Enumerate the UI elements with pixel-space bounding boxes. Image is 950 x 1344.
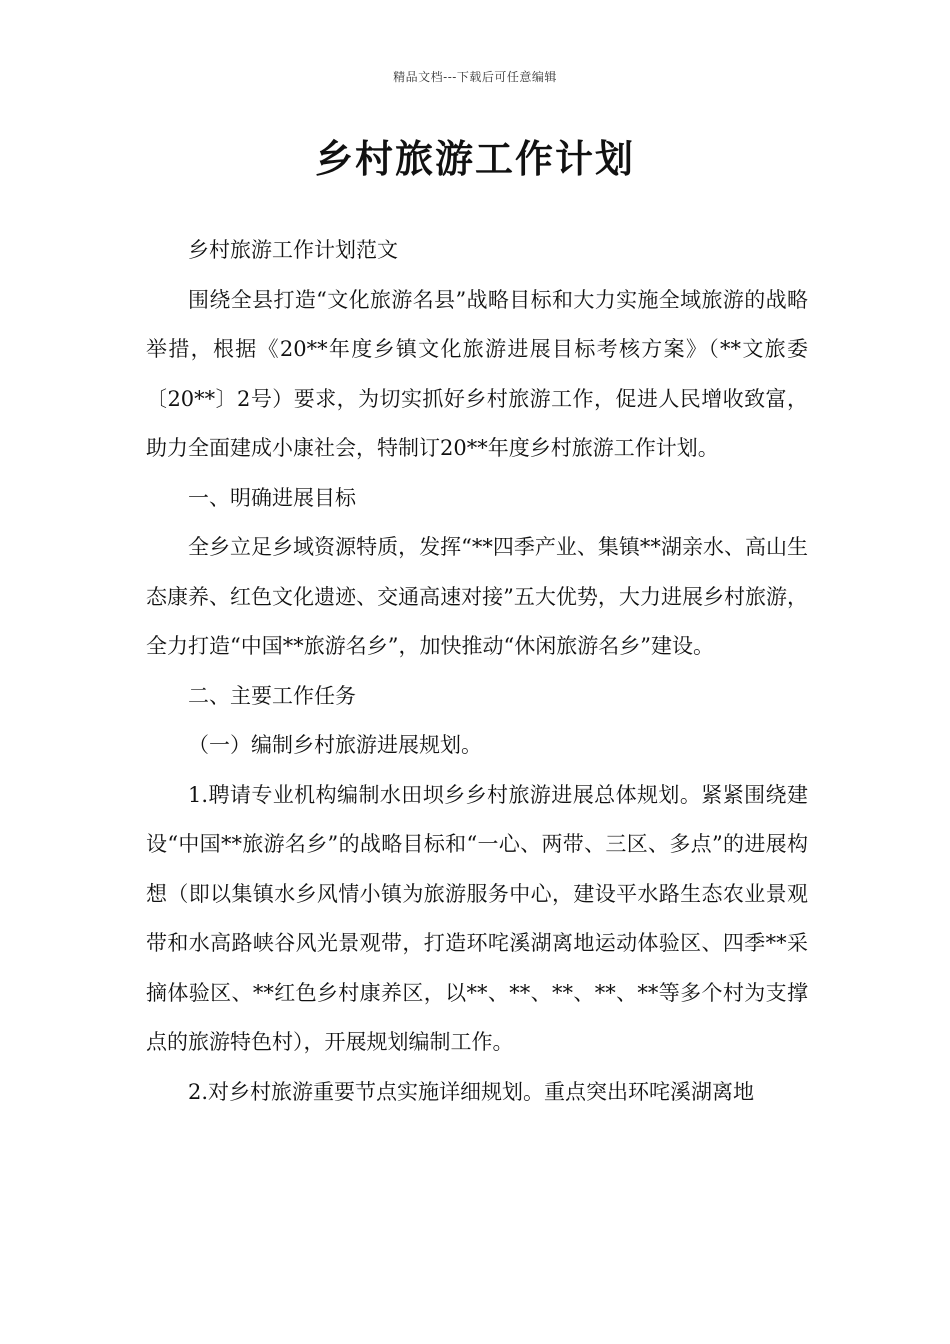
paragraph-intro: 围绕全县打造“文化旅游名县”战略目标和大力实施全域旅游的战略举措，根据《20**年度乡镇文化旅游进展目标考核方案》（**文旅委〔20**〕2号）要求，为切实抓好乡村旅游工作，促进人民增收致富，助力全面建成小康社会，特制订20**年度乡村旅游工作计划。: [146, 287, 808, 460]
paragraph-item-2: 2.对乡村旅游重要节点实施详细规划。重点突出环咤溪湖离地: [188, 1079, 755, 1104]
section-heading-2: 二、主要工作任务: [188, 683, 356, 708]
document-title: 乡村旅游工作计划: [314, 136, 635, 181]
paragraph-subtitle: 乡村旅游工作计划范文: [188, 238, 398, 262]
paragraph-item-1: 1.聘请专业机构编制水田坝乡乡村旅游进展总体规划。紧紧围绕建设“中国**旅游名乡”的战略目标和“一心、两带、三区、多点”的进展构想（即以集镇水乡风情小镇为旅游服务中心，建设平水路生态农业景观带和水高路峡谷风光景观带，打造环咤溪湖离地运动体验区、四季**采摘体验区、**红色乡村康养区，以**、**、**、**、**等多个村为支撑点的旅游特色村），开展规划编制工作。: [146, 782, 808, 1054]
section-heading-1: 一、明确进展目标: [188, 485, 356, 510]
paragraph-goals: 全乡立足乡域资源特质，发挥“**四季产业、集镇**湖亲水、高山生态康养、红色文化遗迹、交通高速对接”五大优势，大力进展乡村旅游，全力打造“中国**旅游名乡”，加快推动“休闲旅游名乡”建设。: [146, 535, 808, 658]
subsection-heading-1: （一）编制乡村旅游进展规划。: [188, 733, 482, 757]
document-body: [146, 226, 808, 1117]
header-note: 精品文档---下载后可任意编辑: [393, 70, 557, 84]
